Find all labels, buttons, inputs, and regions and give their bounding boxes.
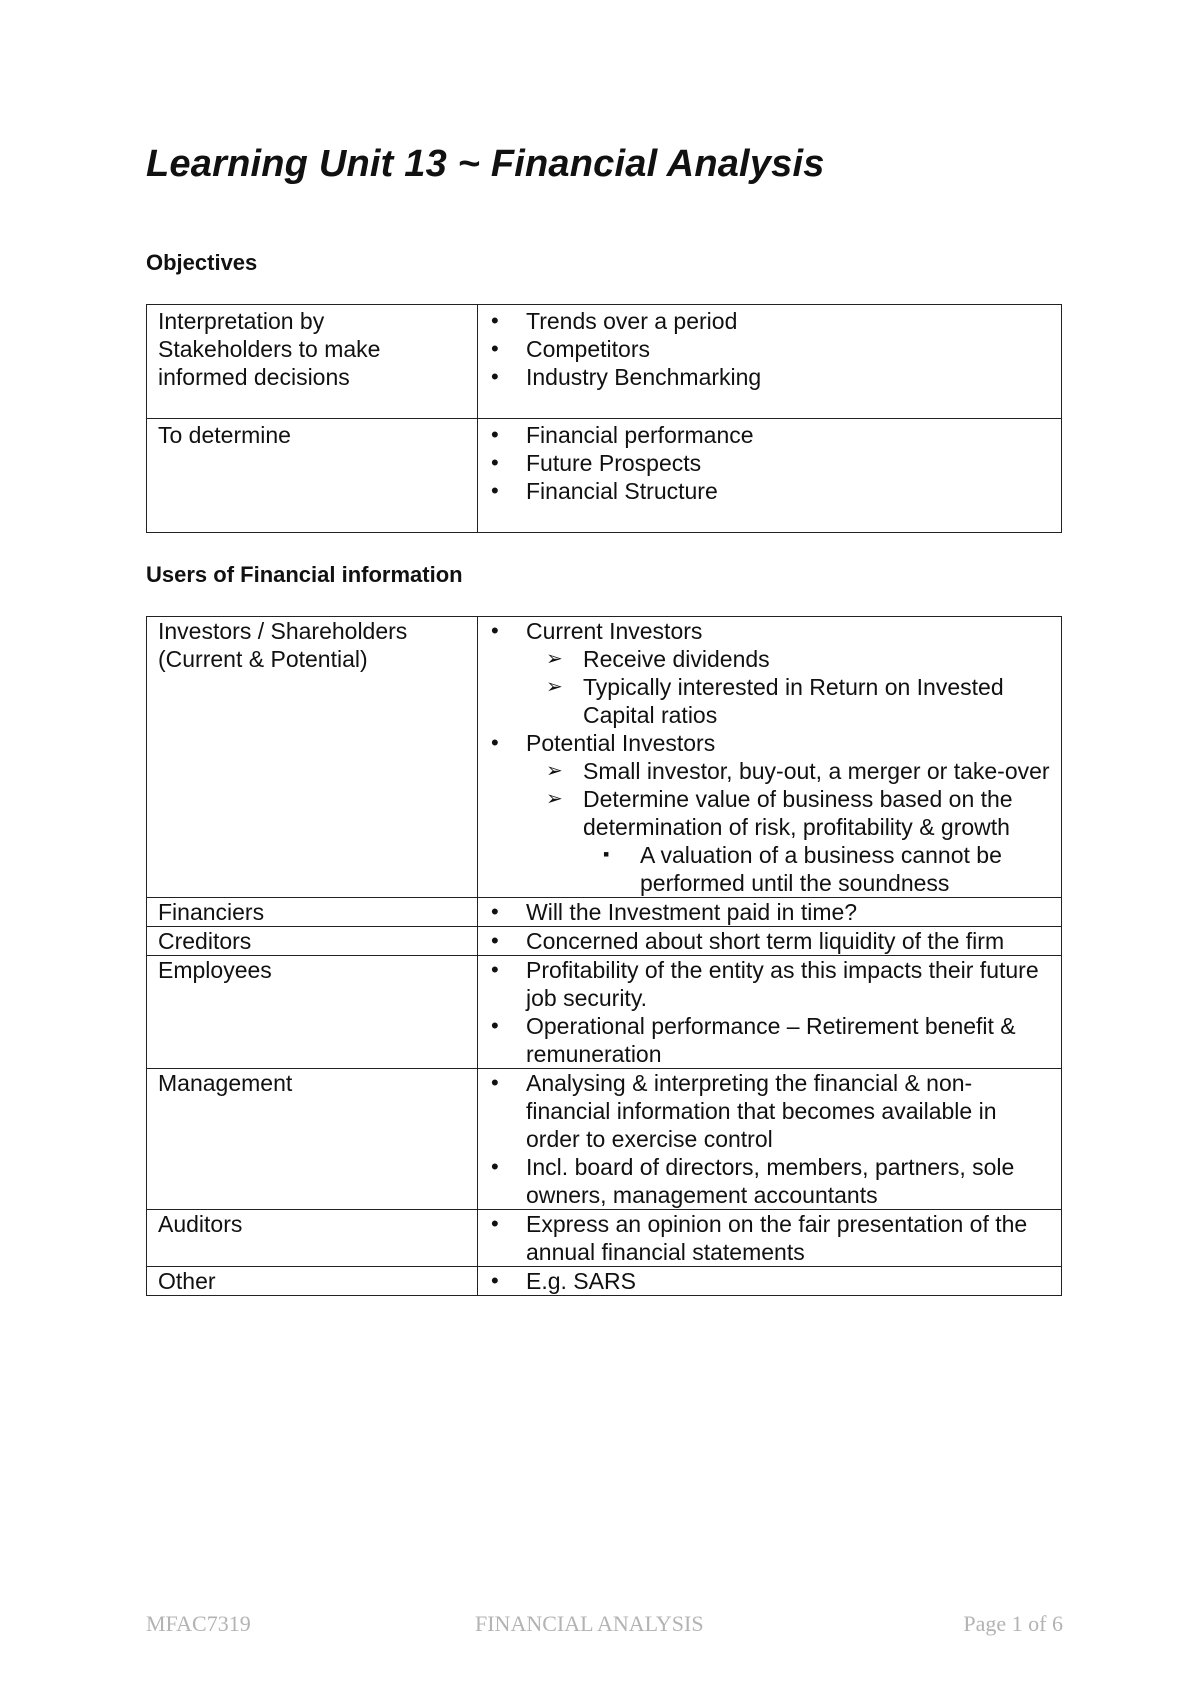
user-label-creditors: Creditors bbox=[147, 927, 478, 956]
table-row bbox=[147, 898, 1062, 927]
footer-title: FINANCIAL ANALYSIS bbox=[475, 1611, 704, 1636]
sub-sub-list-item: ▪ A valuation of a business cannot be performed until the soundness bbox=[583, 841, 1051, 897]
list-item: • Industry Benchmarking bbox=[489, 363, 1051, 391]
user-label-investors: Investors / Shareholders (Current & Potential) bbox=[147, 617, 478, 898]
user-label-employees: Employees bbox=[147, 956, 478, 1069]
objective-label: Interpretation by Stakeholders to make informed decisions bbox=[147, 305, 478, 419]
user-label-financiers: Financiers bbox=[147, 898, 478, 927]
list-item: • Concerned about short term liquidity of the firm bbox=[489, 927, 1051, 955]
list-item: • Financial performance bbox=[489, 421, 1051, 449]
user-label-management: Management bbox=[147, 1069, 478, 1210]
table-row bbox=[147, 1210, 1062, 1267]
footer-course-code: MFAC7319 bbox=[146, 1611, 251, 1636]
table-row bbox=[147, 617, 1062, 898]
list-item: • Will the Investment paid in time? bbox=[489, 898, 1051, 926]
user-needs-other bbox=[478, 1267, 1062, 1296]
table-row bbox=[147, 1069, 1062, 1210]
list-item: • Future Prospects bbox=[489, 449, 1051, 477]
table-row bbox=[147, 305, 1062, 419]
user-needs-investors bbox=[478, 617, 1062, 898]
table-row bbox=[147, 956, 1062, 1069]
objective-items bbox=[478, 305, 1062, 419]
user-label-other: Other bbox=[147, 1267, 478, 1296]
list-item: • Incl. board of directors, members, partners, sole owners, management accountants bbox=[489, 1153, 1051, 1209]
table-row bbox=[147, 1267, 1062, 1296]
table-row bbox=[147, 419, 1062, 533]
list-item: • Competitors bbox=[489, 335, 1051, 363]
list-item: • Trends over a period bbox=[489, 307, 1051, 335]
sub-list-item: ➢ Receive dividends bbox=[526, 645, 1051, 673]
objectives-table bbox=[146, 304, 1062, 533]
user-needs-creditors bbox=[478, 927, 1062, 956]
objective-items bbox=[478, 419, 1062, 533]
sub-list-item: ➢ Determine value of business based on the determination of risk, profitability & growth ▪ A valuation of a business cannot be performed until the soundness bbox=[526, 785, 1051, 897]
table-row bbox=[147, 927, 1062, 956]
user-needs-auditors bbox=[478, 1210, 1062, 1267]
objectives-heading: Objectives bbox=[146, 250, 258, 275]
list-item: • Analysing & interpreting the financial & non-financial information that becomes available in order to exercise control bbox=[489, 1069, 1051, 1153]
list-item: • Potential Investors ➢ Small investor, buy-out, a merger or take-over ➢ Determine value of business based on the determination of risk, profitability & growth ▪ A valuation of a business cannot be performed until the soundness bbox=[489, 729, 1051, 897]
objective-label: To determine bbox=[147, 419, 478, 533]
users-heading: Users of Financial information bbox=[146, 562, 463, 587]
users-table bbox=[146, 616, 1062, 1296]
page-title: Learning Unit 13 ~ Financial Analysis bbox=[146, 143, 825, 185]
user-needs-management bbox=[478, 1069, 1062, 1210]
footer-page-number: Page 1 of 6 bbox=[963, 1611, 1063, 1636]
list-item: • Profitability of the entity as this impacts their future job security. bbox=[489, 956, 1051, 1012]
user-label-auditors: Auditors bbox=[147, 1210, 478, 1267]
list-item: • Current Investors ➢ Receive dividends ➢ Typically interested in Return on Invested Capital ratios bbox=[489, 617, 1051, 729]
list-item: • E.g. SARS bbox=[489, 1267, 1051, 1295]
user-needs-employees bbox=[478, 956, 1062, 1069]
sub-list-item: ➢ Small investor, buy-out, a merger or take-over bbox=[526, 757, 1051, 785]
list-item: • Express an opinion on the fair presentation of the annual financial statements bbox=[489, 1210, 1051, 1266]
list-item: • Operational performance – Retirement benefit & remuneration bbox=[489, 1012, 1051, 1068]
list-item: • Financial Structure bbox=[489, 477, 1051, 505]
sub-list-item: ➢ Typically interested in Return on Invested Capital ratios bbox=[526, 673, 1051, 729]
user-needs-financiers bbox=[478, 898, 1062, 927]
